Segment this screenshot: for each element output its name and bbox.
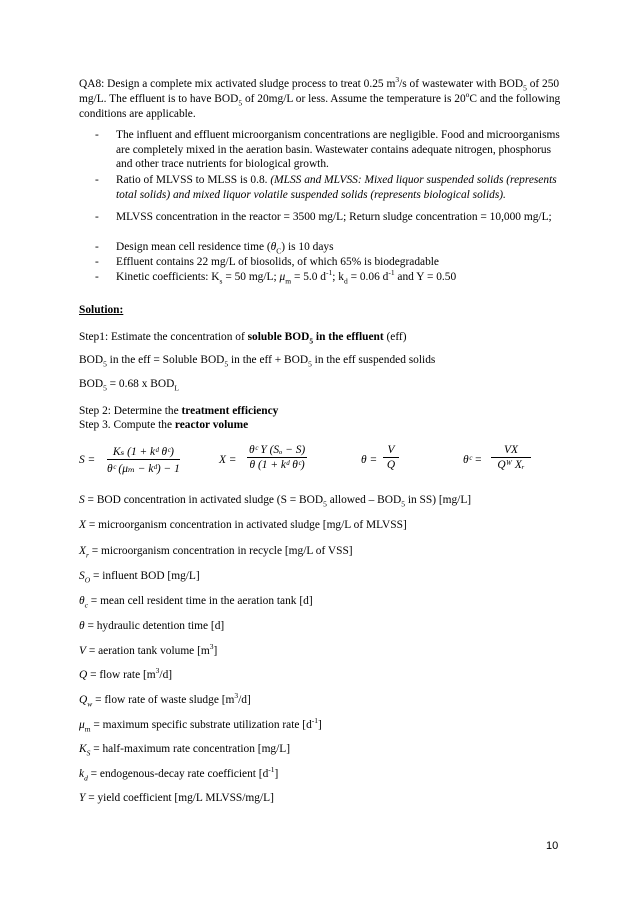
definition-text: = aeration tank volume [m xyxy=(85,645,210,657)
solution-heading: Solution: xyxy=(79,304,124,316)
definition-text: ] xyxy=(213,645,218,657)
superscript: o xyxy=(465,90,470,100)
subscript: m xyxy=(84,724,91,734)
formula-theta-lhs: θ = xyxy=(361,454,378,466)
formula-numerator: θᶜ Y (Sₒ − S) xyxy=(249,444,306,456)
definition-text: ] xyxy=(274,768,279,780)
formula-numerator: V xyxy=(383,444,399,458)
subscript: d xyxy=(84,773,88,783)
definition-text: = flow rate of waste sludge [m xyxy=(92,694,235,706)
definition-text: /d] xyxy=(238,694,251,706)
subscript: L xyxy=(174,383,179,393)
definition-row xyxy=(79,742,569,757)
superscript: 3 xyxy=(209,642,214,652)
superscript: 3 xyxy=(234,691,239,701)
definition-text: allowed – BOD xyxy=(326,494,402,506)
definition-text: = endogenous-decay rate coefficient [d xyxy=(87,768,269,780)
superscript: 3 xyxy=(395,75,400,85)
definition-symbol: K xyxy=(79,743,87,755)
eq-text: BOD xyxy=(79,378,104,390)
subscript: 5 xyxy=(308,359,312,369)
superscript: -1 xyxy=(326,268,333,278)
definition-symbol: X xyxy=(79,545,86,557)
condition-part: = 50 mg/L; xyxy=(222,271,280,283)
definition-row xyxy=(79,767,569,782)
condition-italic-note: (MLSS and MLVSS: Mixed liquor suspended solids (represents total solids) and mixed liquor volatile suspended solids (represents biological solids). xyxy=(116,174,557,201)
condition-part: Design mean cell residence time ( xyxy=(116,241,271,253)
question-text-1: QA8: Design a complete mix activated sludge process to treat 0.25 m xyxy=(79,78,396,90)
eq-text: in the eff suspended solids xyxy=(311,354,436,366)
mu-symbol: μ xyxy=(279,271,286,283)
eq-text: in the eff = Soluble BOD xyxy=(106,354,225,366)
formula-denominator: θᶜ (μₘ − kᵈ) − 1 xyxy=(107,463,180,475)
formula-s-fraction xyxy=(107,444,180,475)
step-text: (eff) xyxy=(383,331,407,343)
definition-symbol: μ xyxy=(79,719,85,731)
definition-symbol: S xyxy=(79,570,85,582)
eq-text: = 0.68 x BOD xyxy=(106,378,175,390)
formula-row xyxy=(79,444,559,480)
definition-text: = mean cell resident time in the aeration tank [d] xyxy=(87,595,313,607)
definition-row xyxy=(79,594,569,609)
superscript: -1 xyxy=(268,765,275,775)
definition-symbol: Q xyxy=(79,669,88,681)
definition-row xyxy=(79,619,569,634)
definition-text: in SS) [mg/L] xyxy=(404,494,472,506)
subscript: S xyxy=(86,748,91,758)
step3-line xyxy=(79,418,569,433)
step-bold: treatment efficiency xyxy=(181,405,279,417)
subscript: 5 xyxy=(309,336,314,346)
superscript: -1 xyxy=(311,716,319,726)
superscript: -1 xyxy=(388,268,395,278)
condition-text: Effluent contains 22 mg/L of biosolids, of which 65% is biodegradable xyxy=(116,256,439,268)
superscript: 3 xyxy=(155,666,160,676)
definition-text: /d] xyxy=(159,669,173,681)
definition-symbol: θ xyxy=(79,620,85,632)
definition-symbol: θ xyxy=(79,595,85,607)
step-text: Step1: Estimate the concentration of xyxy=(79,331,248,343)
formula-thetac-fraction xyxy=(491,444,531,471)
question-text-2: /s of wastewater with BOD xyxy=(399,78,524,90)
formula-x-fraction xyxy=(247,444,307,471)
definition-row xyxy=(79,493,569,508)
formula-theta-fraction xyxy=(383,444,399,471)
definition-text: = microorganism concentration in recycle [mg/L of VSS] xyxy=(88,545,353,557)
eq-text: in the eff + BOD xyxy=(228,354,309,366)
step-text: Step 2: Determine the xyxy=(79,405,182,417)
definition-symbol: S xyxy=(79,494,85,506)
condition-part: ; k xyxy=(332,271,344,283)
formula-denominator: Q xyxy=(386,459,396,471)
definition-text: = influent BOD [mg/L] xyxy=(90,570,200,582)
subscript: 5 xyxy=(103,383,107,393)
subscript: 5 xyxy=(224,359,229,369)
definition-row xyxy=(79,668,569,683)
definition-text: = maximum specific substrate utilization rate [d xyxy=(90,719,312,731)
condition-plain: Ratio of MLVSS to MLSS is 0.8. xyxy=(116,174,271,186)
formula-thetac-lhs: θᶜ = xyxy=(463,454,483,466)
definition-text: = microorganism concentration in activated sludge [mg/L of MLVSS] xyxy=(85,519,407,531)
condition-text xyxy=(116,173,566,202)
question-text-4: of 20mg/L or less. Assume the temperature is 20 xyxy=(242,93,466,105)
definition-text: = flow rate [m xyxy=(87,669,156,681)
subscript: 5 xyxy=(238,98,243,108)
definition-text: ] xyxy=(318,719,322,731)
condition-text: The influent and effluent microorganism concentrations are negligible. Food and microorganisms are completely mixed in the aeration basin. Wastewater contains adequate nitrogen, phosphorus and other trace nutrients for biological growth. xyxy=(116,129,560,170)
subscript: m xyxy=(285,276,292,286)
formula-x-lhs: X = xyxy=(219,454,237,466)
formula-s-lhs: S = xyxy=(79,454,96,466)
subscript: w xyxy=(87,699,93,709)
definition-text: = yield coefficient [mg/L MLVSS/mg/L] xyxy=(85,792,274,804)
subscript: r xyxy=(85,550,89,560)
subscript: C xyxy=(276,246,282,256)
definition-text: = hydraulic detention time [d] xyxy=(84,620,225,632)
subscript: 5 xyxy=(103,359,107,369)
condition-text: MLVSS concentration in the reactor = 3500 mg/L; Return sludge concentration = 10,000 mg/L; xyxy=(116,211,552,223)
subscript: s xyxy=(219,276,223,286)
page-number: 10 xyxy=(546,840,559,852)
condition-text xyxy=(116,270,566,285)
definition-text: = BOD concentration in activated sludge (S = BOD xyxy=(84,494,324,506)
condition-text xyxy=(116,240,566,255)
step2-line xyxy=(79,404,569,419)
step-bold: reactor volume xyxy=(174,419,249,431)
definition-row xyxy=(79,791,569,806)
question-text-5: C and the following conditions are applicable. xyxy=(79,93,561,120)
condition-part: and Y = 0.50 xyxy=(394,271,457,283)
subscript: 5 xyxy=(523,83,527,93)
document-page: QA8: Design a complete mix activated sludge process to treat 0.25 $m^3/s$ of wastewater with $BOD_5$ of 250 mg/L. The effluent is to have $BOD_5$ of 20mg/L or less. Assume the temperature is 20$^o$C and the following conditions are applicable. - The influent and effluent microorganism concentrations are negligible. Food and microorganisms are completely mixed in the aeration basin. Wastewater contains adequate nitrogen, phosphorus and other trace nutrients for biological growth. - Ratio of MLVSS to MLSS is 0.8. (MLSS and MLVSS: Mixed liquor suspended solids (represents total solids) and mixed liquor volatile suspended solids (represents biological solids). - MLVSS concentration in the reactor = 3500 mg/L; Return sludge concentration = 10,000 mg/L; - Design mean cell residence time $(\theta_C)$ is 10 days - Effluent contains 22 mg/L of biosolids, of which 65% is biodegradable - Kinetic coefficients: $K_s = 50$ mg/L; $\mu_m = 5.0$ $d^{-1}$; $k_d = 0.06$ $d^{-1}$ and Y = 0.50 Solution: Step1: Estimate the concentration of soluble $BOD_5$ in the effluent (eff) $BOD_5$ in the eff = Soluble $BOD_5$ in the eff + $BOD_5$ in the eff suspended solids $BOD_5 = 0.68$ x $BOD_L$ Step 2: Determine the treatment efficiency Step 3. Compute the reactor volume S = $\frac{\text{Kₛ (1 + kᵈ θᶜ)}}{\text{θᶜ (μₘ − kᵈ) − 1}}$ X = $\frac{\text{θᶜ Y (Sₒ − S)}}{\text{θ (1 + kᵈ θᶜ)}}$ θ = $\frac{V}{Q}$ θᶜ = $\frac{VX}{\text{Qᵂ Xᵣ}}$ S = BOD concentration in activated sludge ($S = BOD_5$ allowed – $BOD_5$ in SS) [mg/L] X = microorganism concentration in activated sludge [mg/L of MLVSS] $X_r$ = microorganism concentration in recycle [mg/L of VSS] $S_O$ = influent BOD [mg/L] $\theta_c$ = mean cell resident time in the aeration tank [d] θ = hydraulic detention time [d] V = aeration tank volume $[m^3]$ Q = flow rate $[m^3/d]$ $Q_w$ = flow rate of waste sludge $[m^3/d]$ $\mu_m$ = maximum specific substrate utilization rate $[d^{-1}]$ $K_S$ = half-maximum rate concentration [mg/L] $k_d$ = endogenous-decay rate coefficient $[d^{-1}]$ Y = yield coefficient [mg/L MLVSS/mg/L] 10 xyxy=(0,0,638,903)
definition-row xyxy=(79,644,569,659)
definition-symbol: Y xyxy=(79,792,86,804)
definition-symbol: X xyxy=(79,519,86,531)
formula-numerator: VX xyxy=(491,444,531,458)
condition-part: = 0.06 d xyxy=(347,271,389,283)
definition-symbol: Q xyxy=(79,694,88,706)
question-text-3: of 250 mg/L. The effluent is to have BOD xyxy=(79,78,560,105)
formula-numerator: Kₛ (1 + kᵈ θᶜ) xyxy=(107,444,180,460)
condition-part: Kinetic coefficients: K xyxy=(116,271,220,283)
bod-equation-2 xyxy=(79,377,569,392)
subscript: O xyxy=(84,575,91,585)
subscript: c xyxy=(84,600,88,610)
definition-symbol: V xyxy=(79,645,86,657)
condition-part: ) is 10 days xyxy=(281,241,334,253)
definition-row xyxy=(79,693,569,708)
subscript: 5 xyxy=(401,499,405,509)
condition-part: = 5.0 d xyxy=(291,271,326,283)
formula-denominator: θ (1 + kᵈ θᶜ) xyxy=(249,459,305,471)
step1-line xyxy=(79,330,569,345)
eq-text: BOD xyxy=(79,354,104,366)
subscript: 5 xyxy=(323,499,327,509)
definition-symbol: k xyxy=(79,768,85,780)
question-paragraph xyxy=(79,77,569,122)
step-bold: in the effluent xyxy=(313,331,384,343)
definition-text: = half-maximum rate concentration [mg/L] xyxy=(90,743,291,755)
definition-row xyxy=(79,569,569,584)
formula-denominator: Qᵂ Xᵣ xyxy=(497,459,525,471)
step-text: Step 3. Compute the xyxy=(79,419,175,431)
definition-row xyxy=(79,544,569,559)
definition-row xyxy=(79,518,569,533)
step-bold: soluble BOD xyxy=(247,331,310,343)
bod-equation-1 xyxy=(79,353,569,368)
theta-symbol: θ xyxy=(270,241,277,253)
subscript: d xyxy=(343,276,348,286)
definition-row xyxy=(79,718,569,733)
